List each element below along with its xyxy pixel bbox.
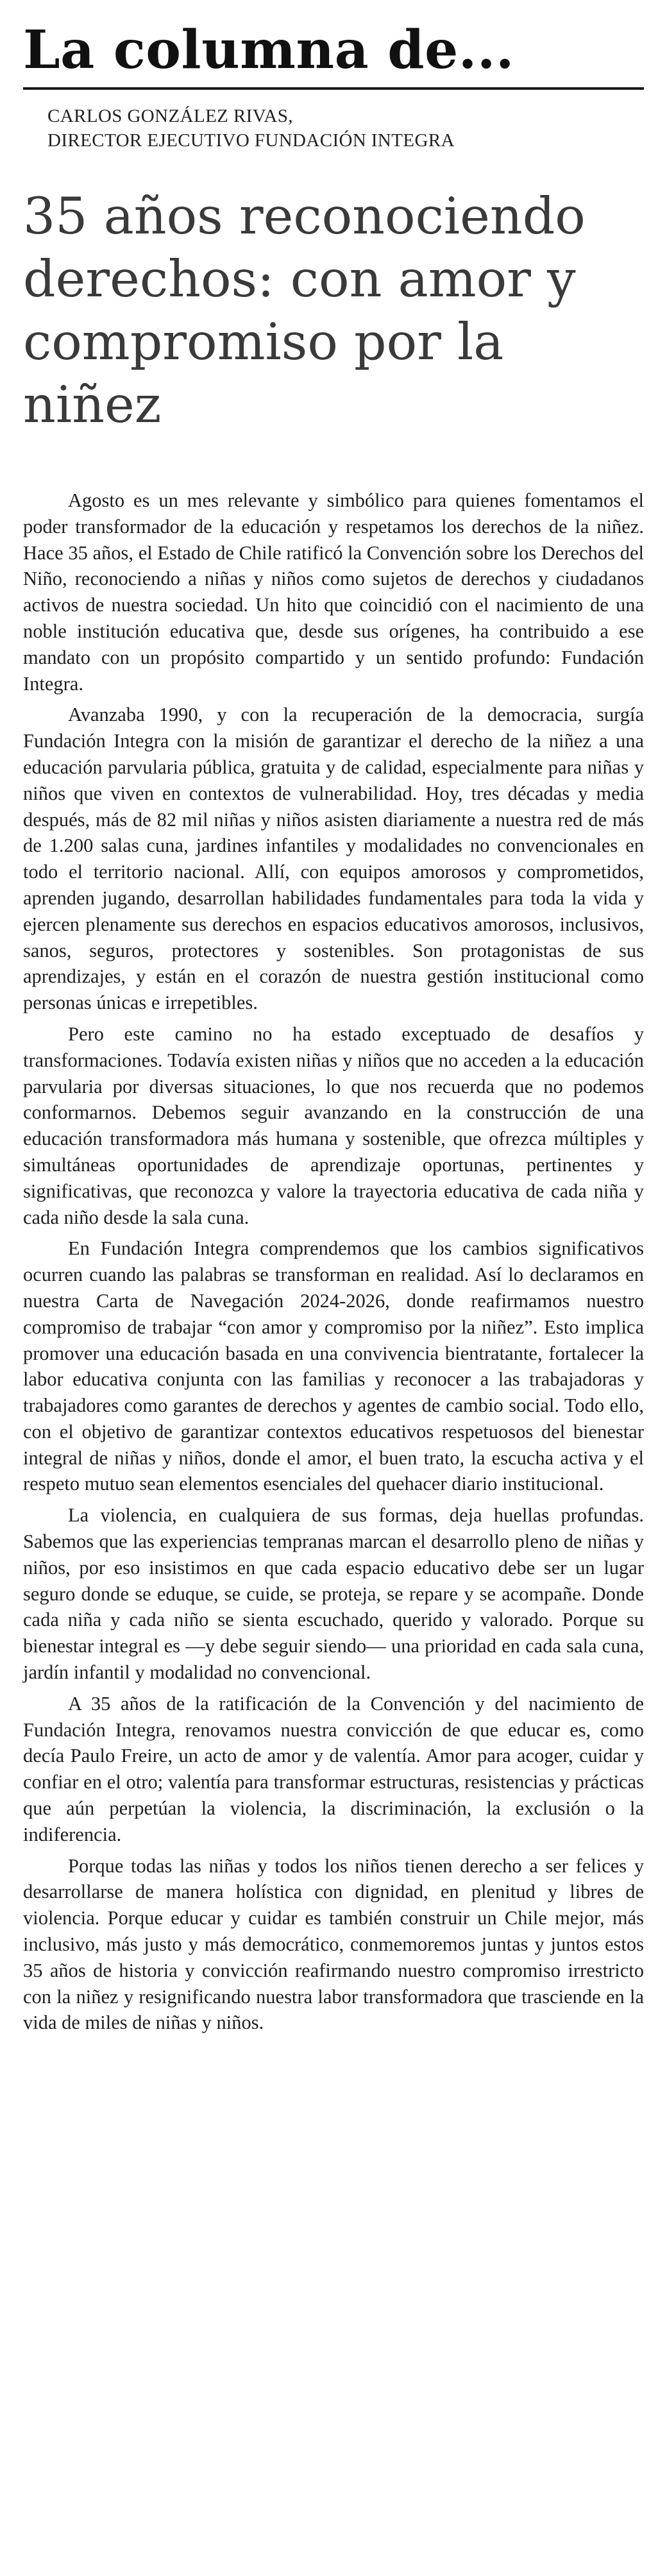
paragraph: Porque todas las niñas y todos los niños tienen derecho a ser felices y desarrollarse de manera holística con dignidad, en plenitud y libres de violencia. Porque educar y cuidar es también construir un Chile mejor, más inclusivo, más justo y más democrático, conmemoremos juntas y juntos estos 35 años de historia y convicción reafirmando nuestro compromiso irrestricto con la niñez y resignificando nuestra labor transformadora que trasciende en la vida de miles de niñas y niños. [23,1854,644,2034]
author-role: DIRECTOR EJECUTIVO FUNDACIÓN INTEGRA [47,130,455,151]
article-headline: 35 años reconociendo derechos: con amor y compromiso por la niñez [23,187,586,434]
section-title: La columna de... [23,19,514,81]
article-page [23,18,644,2041]
author-byline [47,104,644,153]
title-divider [23,87,644,90]
paragraph: Pero este camino no ha estado exceptuado de desafíos y transformaciones. Todavía existen niñas y niños que no acceden a la educación parvularia por diversas situaciones, lo que nos recuerda que no podemos conformarnos. Debemos seguir avanzando en la construcción de una educación transformadora más humana y sostenible, que ofrezca múltiples y simultáneas oportunidades de aprendizaje oportunas, pertinentes y significativas, que reconozca y valore la trayectoria educativa de cada niña y cada niño desde la sala cuna. [23,1022,644,1228]
paragraph: La violencia, en cualquiera de sus formas, deja huellas profundas. Sabemos que las experiencias tempranas marcan el desarrollo pleno de niñas y niños, por eso insistimos en que cada espacio educativo debe ser un lugar seguro donde se eduque, se cuide, se proteja, se repare y se acompañe. Donde cada niña y cada niño se sienta escuchado, querido y valorado. Porque su bienestar integral es —y debe seguir siendo— una prioridad en cada sala cuna, jardín infantil y modalidad no convencional. [23,1504,644,1684]
paragraph: Avanzaba 1990, y con la recuperación de la democracia, surgía Fundación Integra con la misión de garantizar el derecho de la niñez a una educación parvularia pública, gratuita y de calidad, especialmente para niñas y niños que viven en contextos de vulnerabilidad. Hoy, tres décadas y media después, más de 82 mil niñas y niños asisten diariamente a nuestra red de más de 1.200 salas cuna, jardines infantiles y modalidades no convencionales en todo el territorio nacional. Allí, con equipos amorosos y comprometidos, aprenden jugando, desarrollan habilidades fundamentales para toda la vida y ejercen plenamente sus derechos en espacios educativos amorosos, inclusivos, sanos, seguros, protectores y sostenibles. Son protagonistas de sus aprendizajes, y están en el corazón de nuestra gestión institucional como personas únicas e irrepetibles. [23,704,644,1014]
article-body [23,487,644,2036]
paragraph: En Fundación Integra comprendemos que los cambios significativos ocurren cuando las palabras se transforman en realidad. Así lo declaramos en nuestra Carta de Navegación 2024-2026, donde reafirmamos nuestro compromiso de trabajar “con amor y compromiso por la niñez”. Esto implica promover una educación basada en una convivencia bientratante, fortalecer la labor educativa conjunta con las familias y reconocer a las trabajadoras y trabajadores como garantes de derechos y agentes de cambio social. Todo ello, con el objetivo de garantizar contextos educativos respetuosos del bienestar integral de niñas y niños, donde el amor, el buen trato, la escucha activa y el respeto mutuo sean elementos esenciales del quehacer diario institucional. [23,1237,644,1495]
paragraph: Agosto es un mes relevante y simbólico para quienes fomentamos el poder transformador de la educación y respetamos los derechos de la niñez. Hace 35 años, el Estado de Chile ratificó la Convención sobre los Derechos del Niño, reconociendo a niñas y niños como sujetos de derechos y ciudadanos activos de nuestra sociedad. Un hito que coincidió con el nacimiento de una noble institución educativa que, desde sus orígenes, ha contribuido a ese mandato con un propósito compartido y un sentido profundo: Fundación Integra. [23,489,644,695]
paragraph: A 35 años de la ratificación de la Convención y del nacimiento de Fundación Integra, renovamos nuestra convicción de que educar es, como decía Paulo Freire, un acto de amor y de valentía. Amor para acoger, cuidar y confiar en el otro; valentía para transformar estructuras, resistencias y prácticas que aún perpetúan la violencia, la discriminación, la exclusión o la indiferencia. [23,1692,644,1845]
author-name: CARLOS GONZÁLEZ RIVAS, [47,106,293,126]
